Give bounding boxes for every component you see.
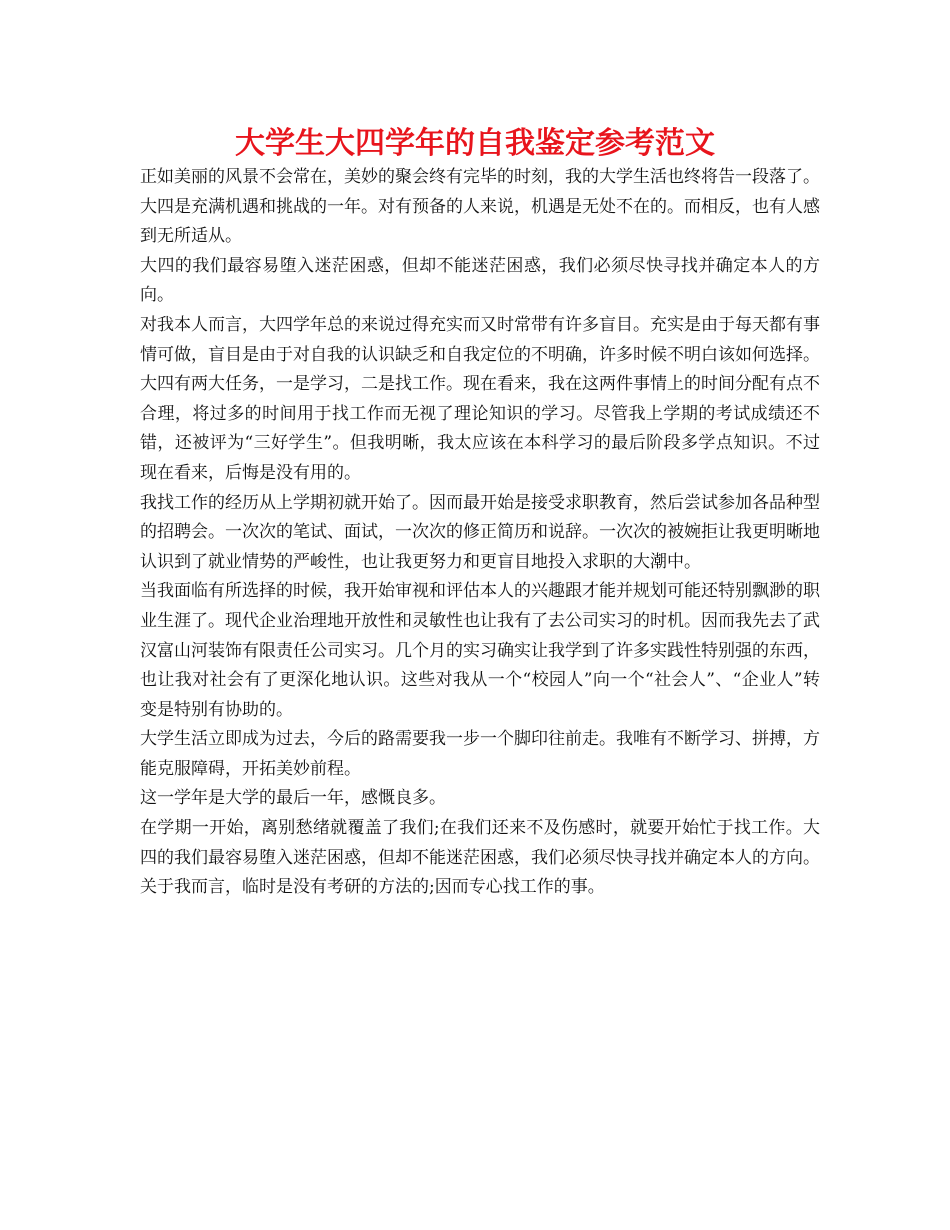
paragraph: 大学生活立即成为过去，今后的路需要我一步一个脚印往前走。我唯有不断学习、拼搏，方能克服障碍，开拓美妙前程。 [140,729,820,779]
paragraph: 正如美丽的风景不会常在，美妙的聚会终有完毕的时刻，我的大学生活也终将告一段落了。大四是充满机遇和挑战的一年。对有预备的人来说，机遇是无处不在的。而相反，也有人感到无所适从。 [140,167,820,247]
paragraph: 我找工作的经历从上学期初就开始了。因而最开始是接受求职教育，然后尝试参加各品种型的招聘会。一次次的笔试、面试，一次次的修正简历和说辞。一次次的被婉拒让我更明晰地认识到了就业情势的严峻性，也让我更努力和更盲目地投入求职的大潮中。 [140,492,820,572]
paragraph: 在学期一开始，离别愁绪就覆盖了我们;在我们还来不及伤感时，就要开始忙于找工作。大四的我们最容易堕入迷茫困惑，但却不能迷茫困惑，我们必须尽快寻找并确定本人的方向。关于我而言，临时是没有考研的方法的;因而专心找工作的事。 [140,818,820,898]
paragraph: 当我面临有所选择的时候，我开始审视和评估本人的兴趣跟才能并规划可能还特别飘渺的职业生涯了。现代企业治理地开放性和灵敏性也让我有了去公司实习的时机。因而我先去了武汉富山河装饰有限责任公司实习。几个月的实习确实让我学到了许多实践性特别强的东西，也让我对社会有了更深化地认识。这些对我从一个“校园人”向一个“社会人”、“企业人”转变是特别有协助的。 [140,581,820,720]
paragraph: 对我本人而言，大四学年总的来说过得充实而又时常带有许多盲目。充实是由于每天都有事情可做，盲目是由于对自我的认识缺乏和自我定位的不明确，许多时候不明白该如何选择。 [140,314,820,365]
paragraph: 大四有两大任务，一是学习，二是找工作。现在看来，我在这两件事情上的时间分配有点不合理，将过多的时间用于找工作而无视了理论知识的学习。尽管我上学期的考试成绩还不错，还被评为“三好学生”。但我明晰，我太应该在本科学习的最后阶段多学点知识。不过现在看来，后悔是没有用的。 [140,374,820,483]
document-title: 大学生大四学年的自我鉴定参考范文 [235,126,715,161]
paragraph: 这一学年是大学的最后一年，感慨良多。 [140,788,446,809]
paragraph: 大四的我们最容易堕入迷茫困惑，但却不能迷茫困惑，我们必须尽快寻找并确定本人的方向。 [140,255,820,306]
document-body [140,163,820,903]
